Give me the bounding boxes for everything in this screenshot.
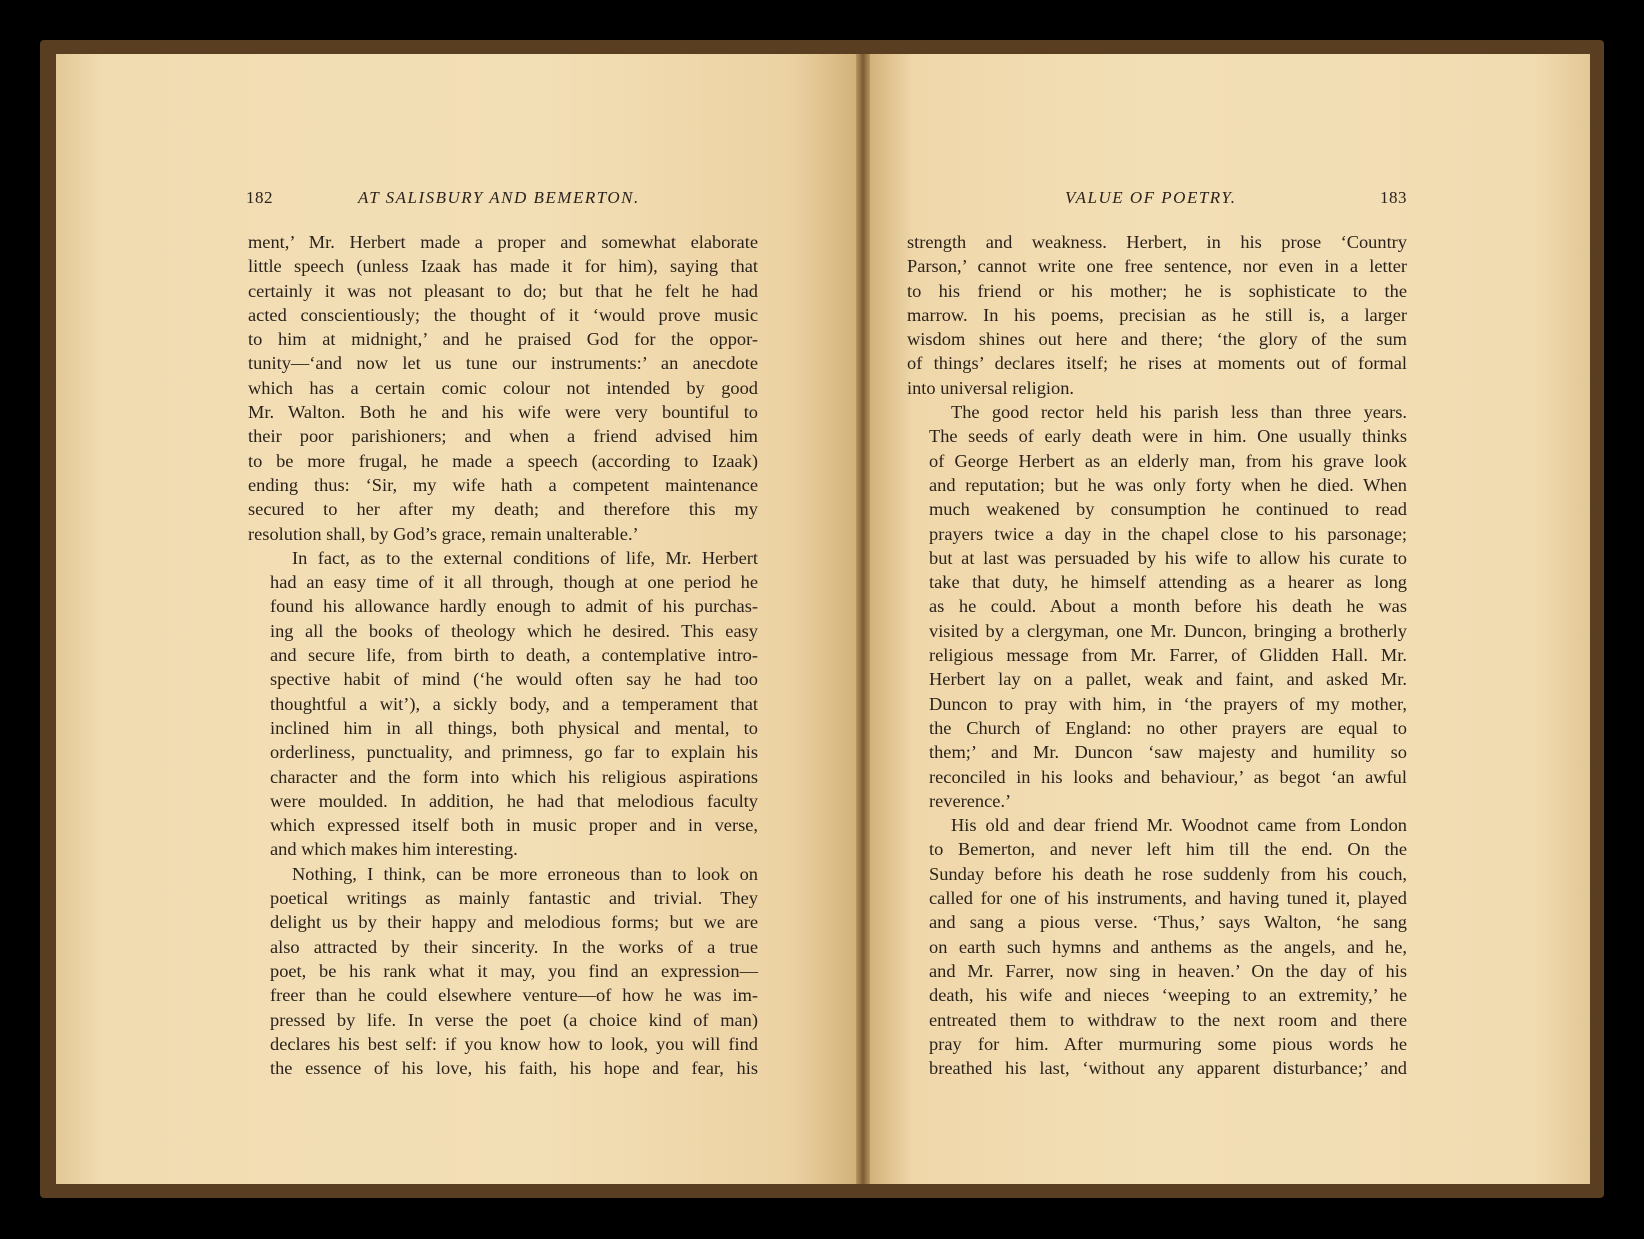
text-line: much weakened by consumption he continued to read [929, 499, 1407, 520]
text-line: ending thus: ‘Sir, my wife hath a competent maintenance [248, 474, 758, 495]
text-line: the Church of England: no other prayers are equal to [929, 717, 1407, 738]
text-line: of things’ declares itself; he rises at moments out of formal [907, 353, 1407, 374]
text-line: death, his wife and nieces ‘weeping to an extremity,’ he [929, 985, 1407, 1006]
text-line: and which makes him interesting. [270, 839, 518, 860]
text-line: ment,’ Mr. Herbert made a proper and somewhat elaborate [248, 232, 758, 252]
right-page [870, 54, 1590, 1184]
text-line: to be more frugal, he made a speech (according to Izaak) [248, 450, 758, 471]
text-line: The good rector held his parish less than three years. [951, 402, 1407, 423]
paragraph [248, 230, 758, 546]
text-line: inclined him in all things, both physical and mental, to [270, 717, 758, 738]
text-line: and Mr. Farrer, now sing in heaven.’ On the day of his [929, 960, 1407, 981]
text-line: strength and weakness. Herbert, in his prose ‘Country [907, 232, 1407, 252]
text-line: Mr. Walton. Both he and his wife were very bountiful to [248, 402, 758, 423]
text-line: and secure life, from birth to death, a contemplative intro- [270, 645, 758, 666]
text-line: which has a certain comic colour not intended by good [248, 377, 758, 398]
text-line: Parson,’ cannot write one free sentence, nor even in a letter [907, 256, 1407, 277]
text-line: to Bemerton, and never left him till the end. On the [929, 839, 1407, 860]
paragraph [907, 400, 1407, 813]
text-line: to him at midnight,’ and he praised God for the oppor- [248, 329, 758, 350]
right-page-header [870, 188, 1590, 212]
text-line: reconciled in his looks and behaviour,’ as begot ‘an awful [929, 766, 1407, 787]
text-line: Nothing, I think, can be more erroneous than to look on [292, 863, 758, 884]
text-line: also attracted by their sincerity. In the works of a true [270, 936, 758, 957]
text-line: acted conscientiously; the thought of it ‘would prove music [248, 304, 758, 325]
text-line: secured to her after my death; and therefore this my [248, 499, 758, 520]
text-line: but at last was persuaded by his wife to allow his curate to [929, 547, 1407, 568]
text-line: character and the form into which his religious aspirations [270, 766, 758, 787]
text-line: In fact, as to the external conditions of life, Mr. Herbert [292, 547, 758, 568]
left-page [56, 54, 856, 1184]
text-line: breathed his last, ‘without any apparent disturbance;’ and [929, 1058, 1407, 1079]
text-line: poet, be his rank what it may, you find an expression— [270, 960, 758, 981]
text-line: poetical writings as mainly fantastic and trivial. They [270, 888, 758, 909]
text-line: had an easy time of it all through, though at one period he [270, 572, 758, 593]
text-line: prayers twice a day in the chapel close to his parsonage; [929, 523, 1407, 544]
text-line: pressed by life. In verse the poet (a choice kind of man) [270, 1009, 758, 1030]
right-running-head: VALUE OF POETRY. [1065, 188, 1237, 207]
left-page-body [248, 230, 758, 1080]
book-gutter [856, 54, 870, 1184]
text-line: religious message from Mr. Farrer, of Glidden Hall. Mr. [929, 645, 1407, 666]
text-line: them;’ and Mr. Duncon ‘saw majesty and humility so [929, 742, 1407, 763]
text-line: resolution shall, by God’s grace, remain unalterable.’ [248, 523, 639, 544]
text-line: declares his best self: if you know how to look, you will find [270, 1033, 758, 1054]
text-line: their poor parishioners; and when a friend advised him [248, 426, 758, 447]
text-line: Herbert lay on a pallet, weak and faint, and asked Mr. [929, 669, 1407, 690]
text-line: little speech (unless Izaak has made it for him), saying that [248, 256, 758, 277]
text-line: were moulded. In addition, he had that melodious faculty [270, 790, 758, 811]
text-line: marrow. In his poems, precisian as he still is, a larger [907, 304, 1407, 325]
text-line: orderliness, punctuality, and primness, go far to explain his [270, 742, 758, 763]
text-line: visited by a clergyman, one Mr. Duncon, bringing a brotherly [929, 620, 1407, 641]
text-line: wisdom shines out here and there; ‘the glory of the sum [907, 329, 1407, 350]
text-line: and reputation; but he was only forty when he died. When [929, 474, 1407, 495]
text-line: on earth such hymns and anthems as the angels, and he, [929, 936, 1407, 957]
text-line: freer than he could elsewhere venture—of how he was im- [270, 985, 758, 1006]
right-page-body [907, 230, 1407, 1080]
paragraph [248, 546, 758, 862]
left-running-head: AT SALISBURY AND BEMERTON. [358, 188, 640, 207]
text-line: take that duty, he himself attending as a hearer as long [929, 572, 1407, 593]
text-line: found his allowance hardly enough to admit of his purchas- [270, 596, 758, 617]
text-line: of George Herbert as an elderly man, from his grave look [929, 450, 1407, 471]
text-line: as he could. About a month before his death he was [929, 596, 1407, 617]
text-line: called for one of his instruments, and having tuned it, played [929, 888, 1407, 909]
text-line: pray for him. After murmuring some pious words he [929, 1033, 1407, 1054]
text-line: into universal religion. [907, 377, 1075, 398]
text-line: tunity—‘and now let us tune our instruments:’ an anecdote [248, 353, 758, 374]
text-line: The seeds of early death were in him. One usually thinks [929, 426, 1407, 447]
text-line: entreated them to withdraw to the next room and there [929, 1009, 1407, 1030]
paragraph [907, 813, 1407, 1080]
text-line: spective habit of mind (‘he would often say he had too [270, 669, 758, 690]
text-line: His old and dear friend Mr. Woodnot came from London [951, 815, 1407, 836]
text-line: reverence.’ [929, 790, 1012, 811]
paragraph [907, 230, 1407, 400]
right-page-number: 183 [1380, 188, 1407, 207]
text-line: delight us by their happy and melodious forms; but we are [270, 912, 758, 933]
text-line: ing all the books of theology which he desired. This easy [270, 620, 758, 641]
text-line: Sunday before his death he rose suddenly from his couch, [929, 863, 1407, 884]
open-book [40, 40, 1604, 1198]
text-line: Duncon to pray with him, in ‘the prayers of my mother, [929, 693, 1407, 714]
text-line: and sang a pious verse. ‘Thus,’ says Walton, ‘he sang [929, 912, 1407, 933]
left-page-header [56, 188, 856, 212]
left-page-number: 182 [246, 188, 273, 207]
text-line: which expressed itself both in music proper and in verse, [270, 815, 758, 836]
paragraph [248, 862, 758, 1081]
text-line: to his friend or his mother; he is sophisticate to the [907, 280, 1407, 301]
text-line: certainly it was not pleasant to do; but that he felt he had [248, 280, 758, 301]
text-line: thoughtful a wit’), a sickly body, and a temperament that [270, 693, 758, 714]
text-line: the essence of his love, his faith, his hope and fear, his [270, 1058, 758, 1079]
